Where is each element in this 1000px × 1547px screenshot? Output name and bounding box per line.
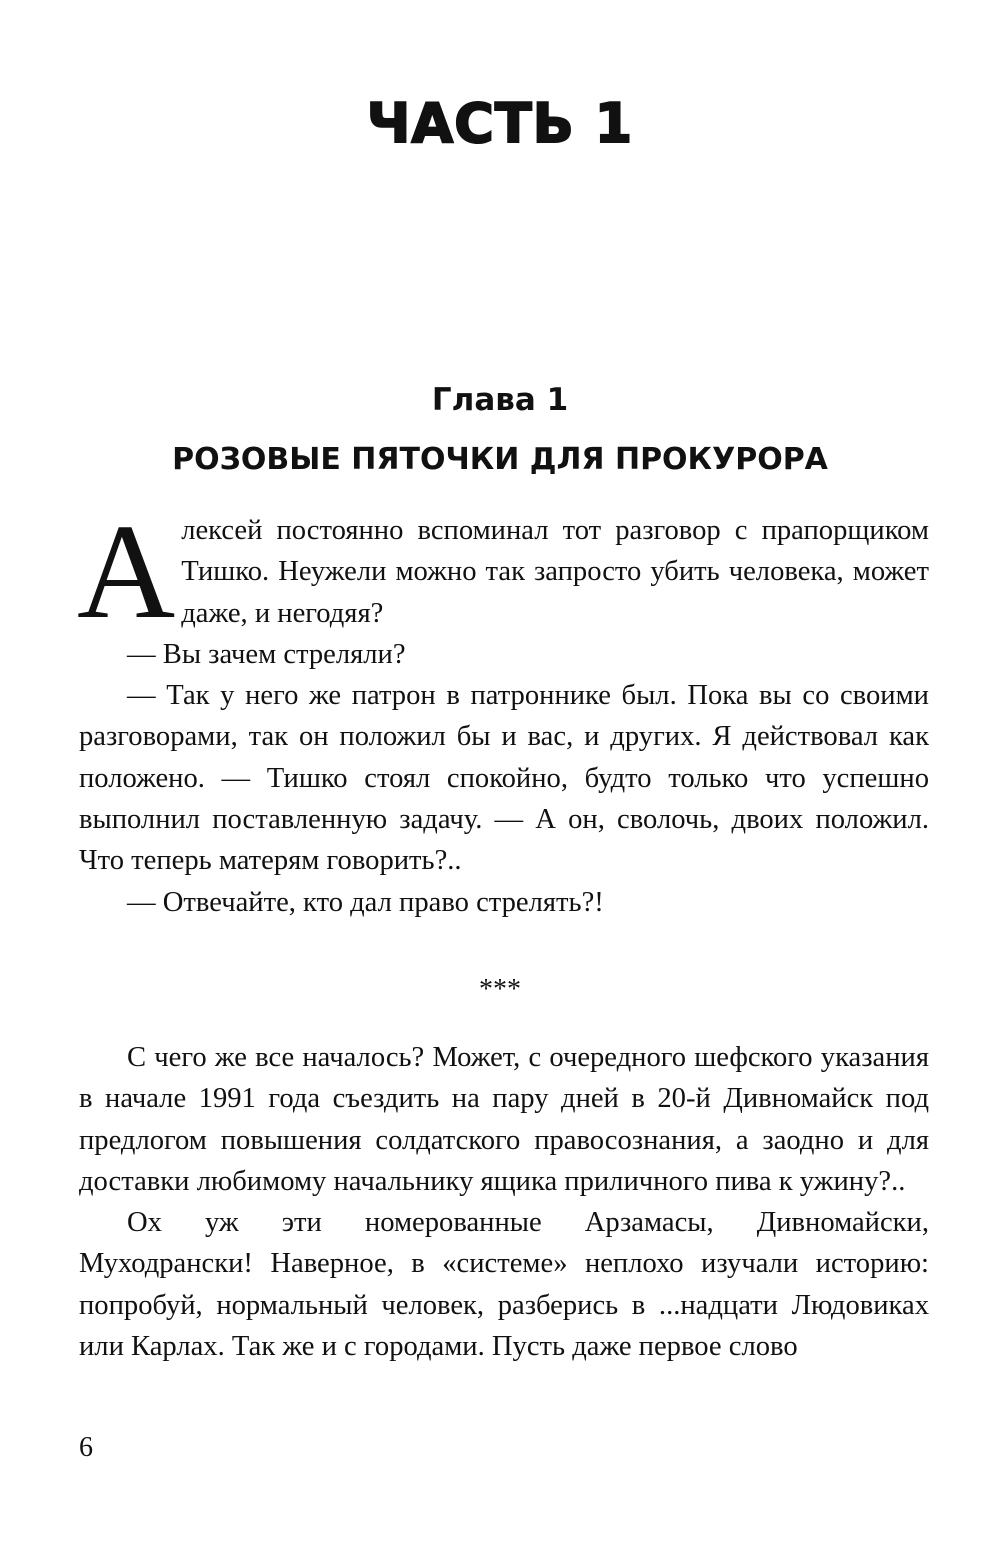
section-one bbox=[77, 497, 929, 923]
chapter-title: РОЗОВЫЕ ПЯТОЧКИ ДЛЯ ПРОКУРОРА bbox=[172, 442, 828, 477]
dialogue-line: — Так у него же патрон в патроннике был. Пока вы со своими разговорами, так он положил бы и вас, и других. Я действовал как положено. — Тишко стоял спокойно, будто только что успешно выполнил поставленную задачу. — А он, сволочь, двоих положил. Что теперь матерям говорить?.. bbox=[79, 680, 929, 877]
section-separator: *** bbox=[479, 974, 521, 1005]
chapter-label: Глава 1 bbox=[431, 382, 569, 418]
dialogue-line: — Отвечайте, кто дал право стрелять?! bbox=[127, 886, 604, 918]
opening-text: лексей постоянно вспоминал тот разговор с прапорщиком Тишко. Неужели можно так запросто убить человека, может даже, и негодяя? bbox=[181, 515, 929, 629]
section-two bbox=[79, 1037, 929, 1367]
page-number: 6 bbox=[79, 1432, 93, 1463]
dialogue-line: — Вы зачем стреляли? bbox=[127, 638, 406, 670]
part-title: ЧАСТЬ 1 bbox=[366, 92, 634, 155]
paragraph: Ох уж эти номерованные Арзамасы, Дивномайски, Муходрански! Наверное, в «системе» неплохо изучали историю: попробуй, нормальный человек, разберись в ...надцати Людовиках или Карлах. Так же и с городами. Пусть даже первое слово bbox=[79, 1207, 929, 1363]
paragraph: С чего же все началось? Может, с очередного шефского указания в начале 1991 года съездить на пару дней в 20-й Дивномайск под предлогом повышения солдатского правосознания, а заодно и для доставки любимому начальнику ящика приличного пива к ужину?.. bbox=[79, 1042, 929, 1197]
drop-cap: А bbox=[77, 497, 176, 647]
opening-paragraph bbox=[77, 497, 929, 647]
